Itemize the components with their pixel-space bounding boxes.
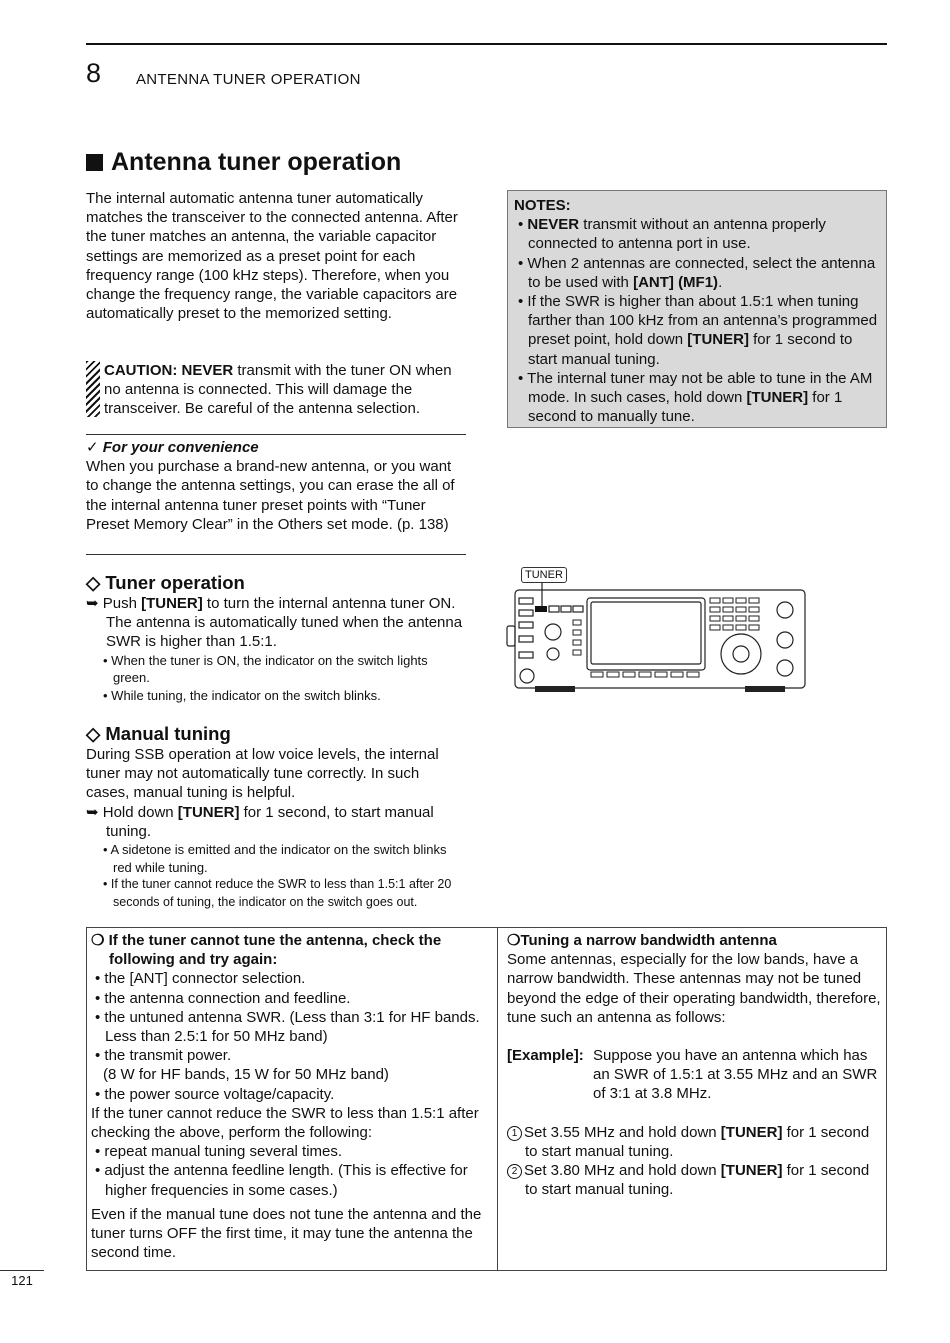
box-left-closing: Even if the manual tune does not tune the antenna and the tuner turns OFF the first time, it may tune the antenna the second time. bbox=[91, 1205, 482, 1262]
caution-body: transmit with the tuner ON when no antenna is connected. This will damage the transceiver. Be careful of the antenna selection. bbox=[104, 362, 452, 418]
check-icon: ✓ bbox=[86, 439, 99, 456]
power-note: (8 W for HF bands, 15 W for 50 MHz band) bbox=[103, 1066, 389, 1084]
manual-tuning-intro: During SSB operation at low voice levels, the internal tuner may not automatically tune correctly. In such cases, manual tuning is helpful. bbox=[86, 746, 439, 802]
chapter-number: 8 bbox=[86, 58, 102, 88]
arrow-icon: ➥ bbox=[86, 803, 99, 821]
caution-label: CAUTION: NEVER bbox=[104, 362, 234, 379]
note-item: • If the SWR is higher than about 1.5:1 when tuning farther than 100 kHz from an antenna’s programmed preset point, hold down [TUNER] for 1 second to start manual tuning. bbox=[518, 293, 878, 368]
check-item: • the transmit power. bbox=[95, 1047, 232, 1065]
example-label: [Example]: bbox=[507, 1047, 584, 1065]
manual-tuning-heading: ◇ Manual tuning bbox=[86, 723, 231, 744]
tuner-operation-note: • While tuning, the indicator on the switch blinks. bbox=[103, 687, 381, 703]
manual-tuning-section bbox=[86, 723, 466, 911]
convenience-bottom-rule bbox=[86, 554, 466, 555]
box-right-title: ❍Tuning a narrow bandwidth antenna bbox=[507, 932, 777, 949]
section-title-text: Antenna tuner operation bbox=[111, 148, 402, 176]
note-item: • The internal tuner may not be able to tune in the AM mode. In such cases, hold down [TUNER] for 1 second to manually tune. bbox=[518, 369, 873, 426]
step-number-icon: 1 bbox=[507, 1126, 522, 1141]
manual-tuning-step: ➥ Hold down [TUNER] for 1 second, to start manual tuning. bbox=[86, 803, 434, 840]
check-item: • the untuned antenna SWR. (Less than 3:1 for HF bands. Less than 2.5:1 for 50 MHz band) bbox=[95, 1008, 480, 1046]
manual-tuning-note: • If the tuner cannot reduce the SWR to less than 1.5:1 after 20 seconds of tuning, the indicator on the switch goes out. bbox=[103, 877, 452, 909]
caution-hatch-icon bbox=[86, 361, 100, 417]
chapter-title: ANTENNA TUNER OPERATION bbox=[136, 71, 361, 88]
note-item: • When 2 antennas are connected, select the antenna to be used with [ANT] (MF1). bbox=[518, 254, 876, 291]
page-number: 121 bbox=[11, 1273, 33, 1288]
box-left-title: ❍ If the tuner cannot tune the antenna, check the following and try again: bbox=[91, 932, 442, 969]
box-left-column bbox=[91, 931, 491, 1262]
convenience-text: When you purchase a brand-new antenna, or you want to change the antenna settings, you can erase the all of the internal antenna tuner preset points with “Tuner Preset Memory Clear” in the Others set mode. (p. 138) bbox=[86, 458, 455, 533]
box-right-intro: Some antennas, especially for the low bands, have a narrow bandwidth. These antennas may not be tuned beyond the edge of their operating bandwidth, therefore, tune such an antenna as follows: bbox=[507, 951, 881, 1026]
tuner-operation-note: • When the tuner is ON, the indicator on the switch lights green. bbox=[103, 652, 428, 686]
caution-text bbox=[104, 361, 466, 419]
convenience-top-rule bbox=[86, 434, 466, 435]
tuner-operation-step: ➥ Push [TUNER] to turn the internal antenna tuner ON. The antenna is automatically tuned when the antenna SWR is higher than 1.5:1. bbox=[86, 595, 463, 651]
check-item: • the power source voltage/capacity. bbox=[95, 1085, 335, 1103]
tuner-operation-section bbox=[86, 572, 466, 704]
step-item: 2 Set 3.80 MHz and hold down [TUNER] for 1 second to start manual tuning. bbox=[507, 1161, 883, 1199]
square-bullet-icon bbox=[86, 154, 103, 171]
arrow-icon: ➥ bbox=[86, 595, 99, 612]
box-divider bbox=[497, 927, 498, 1271]
manual-tuning-note: • A sidetone is emitted and the indicator on the switch blinks red while tuning. bbox=[103, 842, 447, 875]
step-number-icon: 2 bbox=[507, 1164, 522, 1179]
step-item: 1 Set 3.55 MHz and hold down [TUNER] for 1 second to start manual tuning. bbox=[507, 1123, 883, 1161]
notes-title: NOTES: bbox=[514, 197, 571, 214]
section-title bbox=[86, 146, 401, 178]
example-text: Suppose you have an antenna which has an SWR of 1.5:1 at 3.55 MHz and an SWR of 3:1 at 3.8 MHz. bbox=[593, 1047, 878, 1103]
convenience-block bbox=[86, 438, 466, 534]
notes-box bbox=[507, 190, 887, 428]
check-item: • the [ANT] connector selection. bbox=[95, 970, 306, 988]
diamond-icon: ◇ bbox=[86, 723, 101, 744]
caution-block bbox=[86, 361, 466, 419]
action-item: • adjust the antenna feedline length. (This is effective for higher frequencies in some cases.) bbox=[95, 1162, 468, 1199]
header-rule bbox=[86, 43, 887, 45]
convenience-title: For your convenience bbox=[102, 439, 259, 456]
note-item: • NEVER transmit without an antenna properly connected to antenna port in use. bbox=[518, 216, 826, 253]
tuner-operation-heading: ◇ Tuner operation bbox=[86, 572, 245, 593]
example-block bbox=[507, 1046, 883, 1104]
tuner-callout-label: TUNER bbox=[521, 567, 567, 583]
page-number-rule bbox=[0, 1270, 44, 1271]
transceiver-illustration bbox=[505, 580, 810, 700]
check-item: • the antenna connection and feedline. bbox=[95, 989, 351, 1007]
diamond-icon: ◇ bbox=[86, 572, 101, 593]
action-item: • repeat manual tuning several times. bbox=[95, 1143, 343, 1161]
intro-paragraph: The internal automatic antenna tuner automatically matches the transceiver to the connected antenna. After the tuner matches an antenna, the variable capacitor settings are memorized as a preset point for each frequency range (100 kHz steps). Therefore, when you change the frequency range, the variable capacitors are automatically preset to the memorized setting. bbox=[86, 190, 458, 323]
box-left-paragraph: If the tuner cannot reduce the SWR to less than 1.5:1 after checking the above, perform the following: bbox=[91, 1104, 479, 1142]
box-right-column bbox=[507, 931, 883, 1199]
